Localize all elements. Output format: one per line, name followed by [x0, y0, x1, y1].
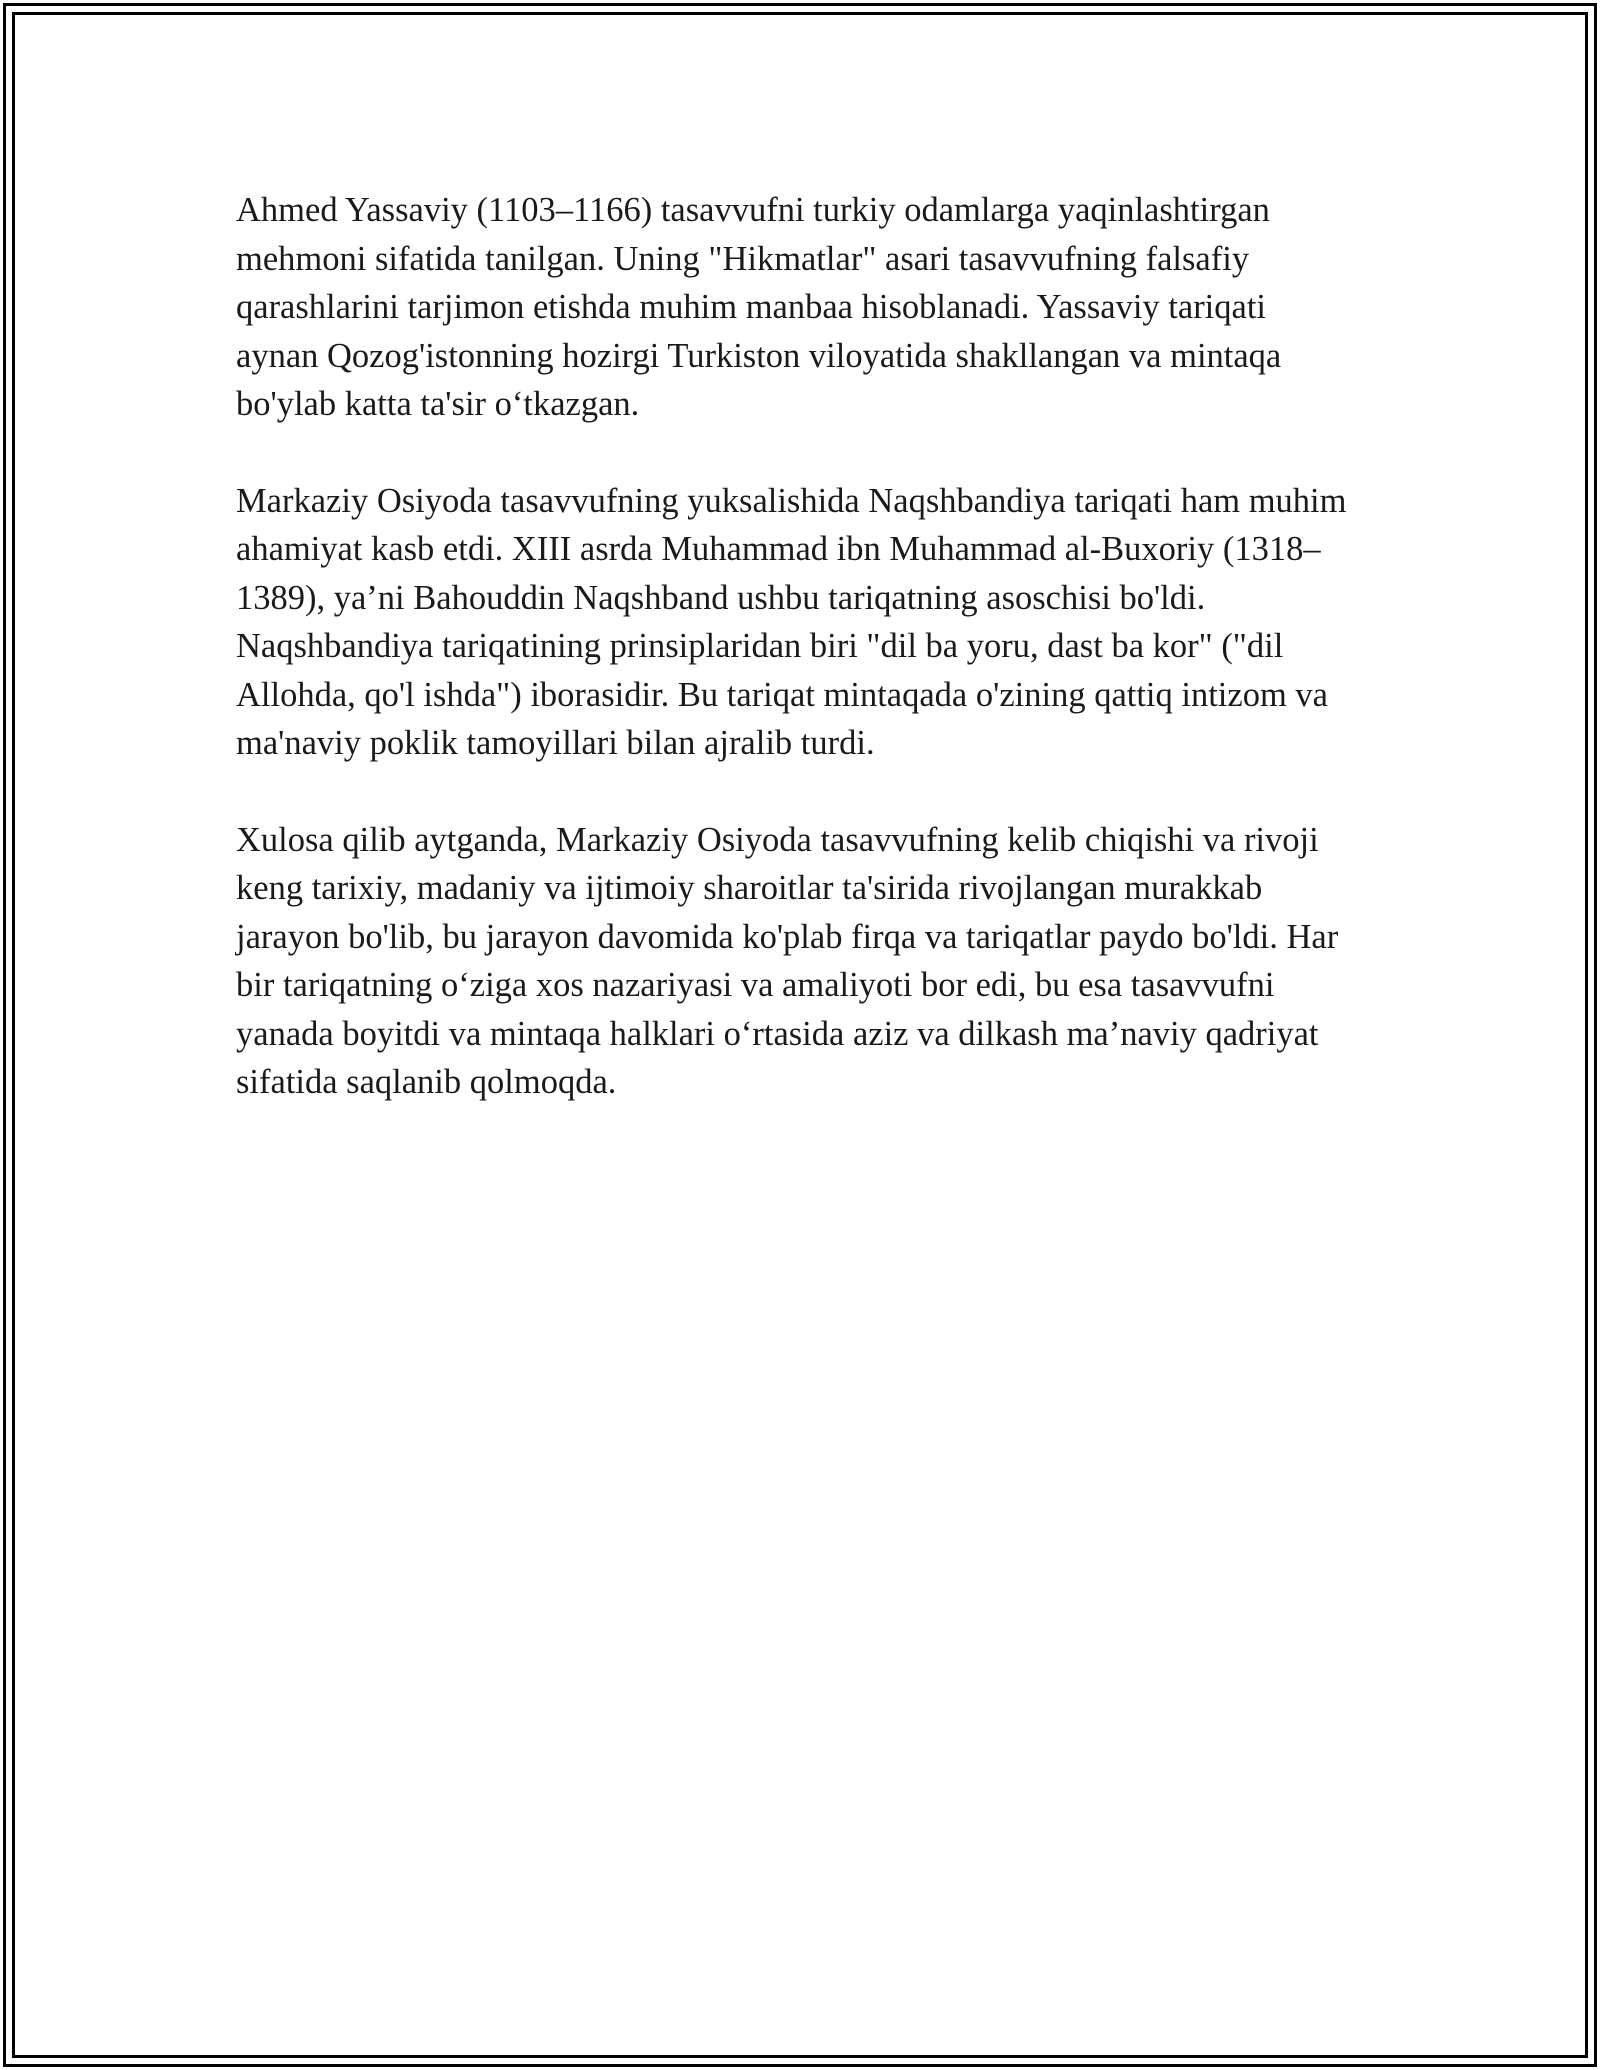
paragraph-naqshbandiya: Markaziy Osiyoda tasavvufning yuksalishida Naqshbandiya tariqati ham muhim ahamiyat kasb etdi. XIII asrda Muhammad ibn Muhammad al-Buxoriy (1318–1389), ya’ni Bahouddin Naqshband ushbu tariqatning asoschisi bo'ldi. Naqshbandiya tariqatining prinsiplaridan biri "dil ba yoru, dast ba kor" ("dil Allohda, qo'l ishda") iborasidir. Bu tariqat mintaqada o'zining qattiq intizom va ma'naviy poklik tamoyillari bilan ajralib turdi. [236, 481, 1347, 762]
document-body [236, 186, 1356, 1155]
paragraph-conclusion: Xulosa qilib aytganda, Markaziy Osiyoda tasavvufning kelib chiqishi va rivoji keng tarixiy, madaniy va ijtimoiy sharoitlar ta'sirida rivojlangan murakkab jarayon bo'lib, bu jarayon davomida ko'plab firqa va tariqatlar paydo bo'ldi. Har bir tariqatning oʻziga xos nazariyasi va amaliyoti bor edi, bu esa tasavvufni yanada boyitdi va mintaqa halklari oʻrtasida aziz va dilkash ma’naviy qadriyat sifatida saqlanib qolmoqda. [236, 820, 1339, 1101]
paragraph-yassaviy: Ahmed Yassaviy (1103–1166) tasavvufni turkiy odamlarga yaqinlashtirgan mehmoni sifatida tanilgan. Uning "Hikmatlar" asari tasavvufning falsafiy qarashlarini tarjimon etishda muhim manbaa hisoblanadi. Yassaviy tariqati aynan Qozog'istonning hozirgi Turkiston viloyatida shakllangan va mintaqa bo'ylab katta ta'sir oʻtkazgan. [236, 191, 1282, 423]
